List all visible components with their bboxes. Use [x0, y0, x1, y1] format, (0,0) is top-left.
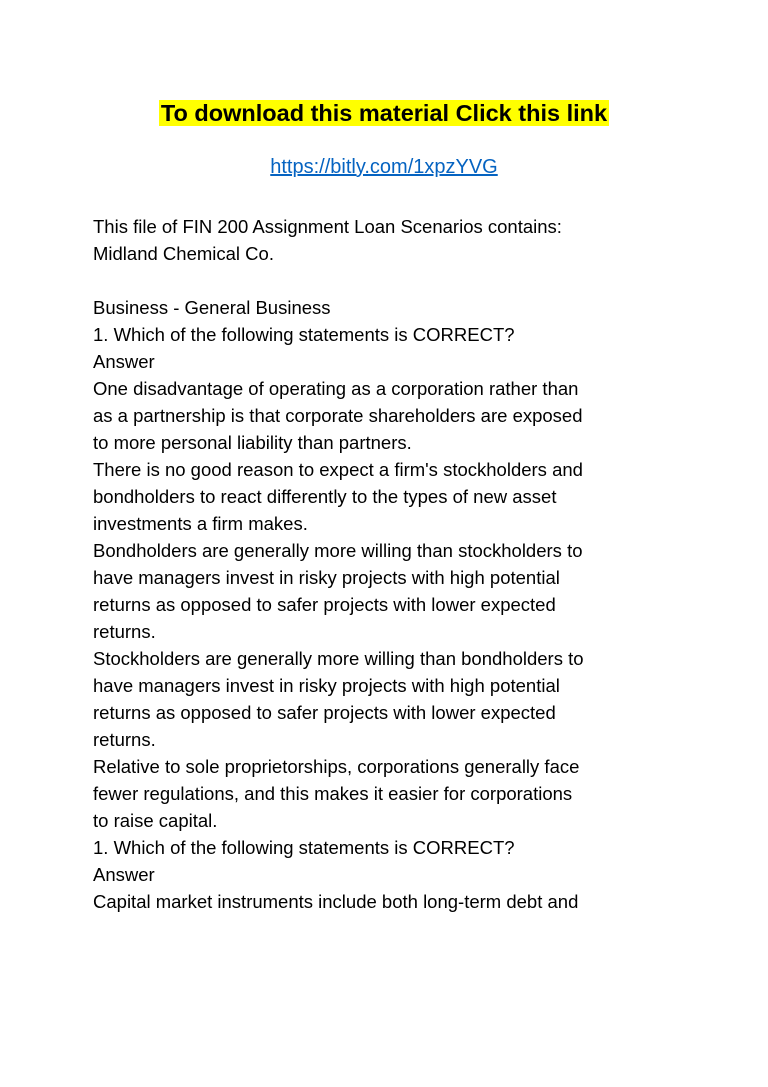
answer-option-line: to more personal liability than partners.	[93, 432, 412, 453]
answer-option-line: fewer regulations, and this makes it easier for corporations	[93, 783, 573, 804]
document-body	[93, 213, 673, 915]
answer-option-line: have managers invest in risky projects with high potential	[93, 567, 560, 588]
answer-option-line: Relative to sole proprietorships, corporations generally face	[93, 756, 580, 777]
question-text: 1. Which of the following statements is CORRECT?	[93, 324, 515, 345]
intro-line: This file of FIN 200 Assignment Loan Scenarios contains:	[93, 216, 562, 237]
answer-option-line: bondholders to react differently to the types of new asset	[93, 486, 557, 507]
answer-option-line: to raise capital.	[93, 810, 218, 831]
answer-option-line: have managers invest in risky projects with high potential	[93, 675, 560, 696]
question-text: 1. Which of the following statements is CORRECT?	[93, 837, 515, 858]
answer-option-line: Stockholders are generally more willing than bondholders to	[93, 648, 584, 669]
download-link[interactable]: https://bitly.com/1xpzYVG	[270, 156, 498, 178]
answer-option-line: returns as opposed to safer projects with lower expected	[93, 702, 556, 723]
download-heading-text: To download this material Click this link	[160, 100, 608, 126]
answer-option-line: as a partnership is that corporate shareholders are exposed	[93, 405, 583, 426]
answer-option-line: Capital market instruments include both long-term debt and	[93, 891, 579, 912]
answer-label: Answer	[93, 864, 155, 885]
download-heading	[0, 96, 768, 130]
category-label: Business - General Business	[93, 297, 331, 318]
answer-option-line: Bondholders are generally more willing than stockholders to	[93, 540, 583, 561]
answer-option-line: returns.	[93, 621, 156, 642]
intro-line: Midland Chemical Co.	[93, 243, 274, 264]
answer-option-line: returns as opposed to safer projects with lower expected	[93, 594, 556, 615]
answer-label: Answer	[93, 351, 155, 372]
answer-option-line: investments a firm makes.	[93, 513, 308, 534]
blank-line	[93, 267, 673, 294]
answer-option-line: There is no good reason to expect a firm's stockholders and	[93, 459, 583, 480]
answer-option-line: One disadvantage of operating as a corporation rather than	[93, 378, 579, 399]
answer-option-line: returns.	[93, 729, 156, 750]
